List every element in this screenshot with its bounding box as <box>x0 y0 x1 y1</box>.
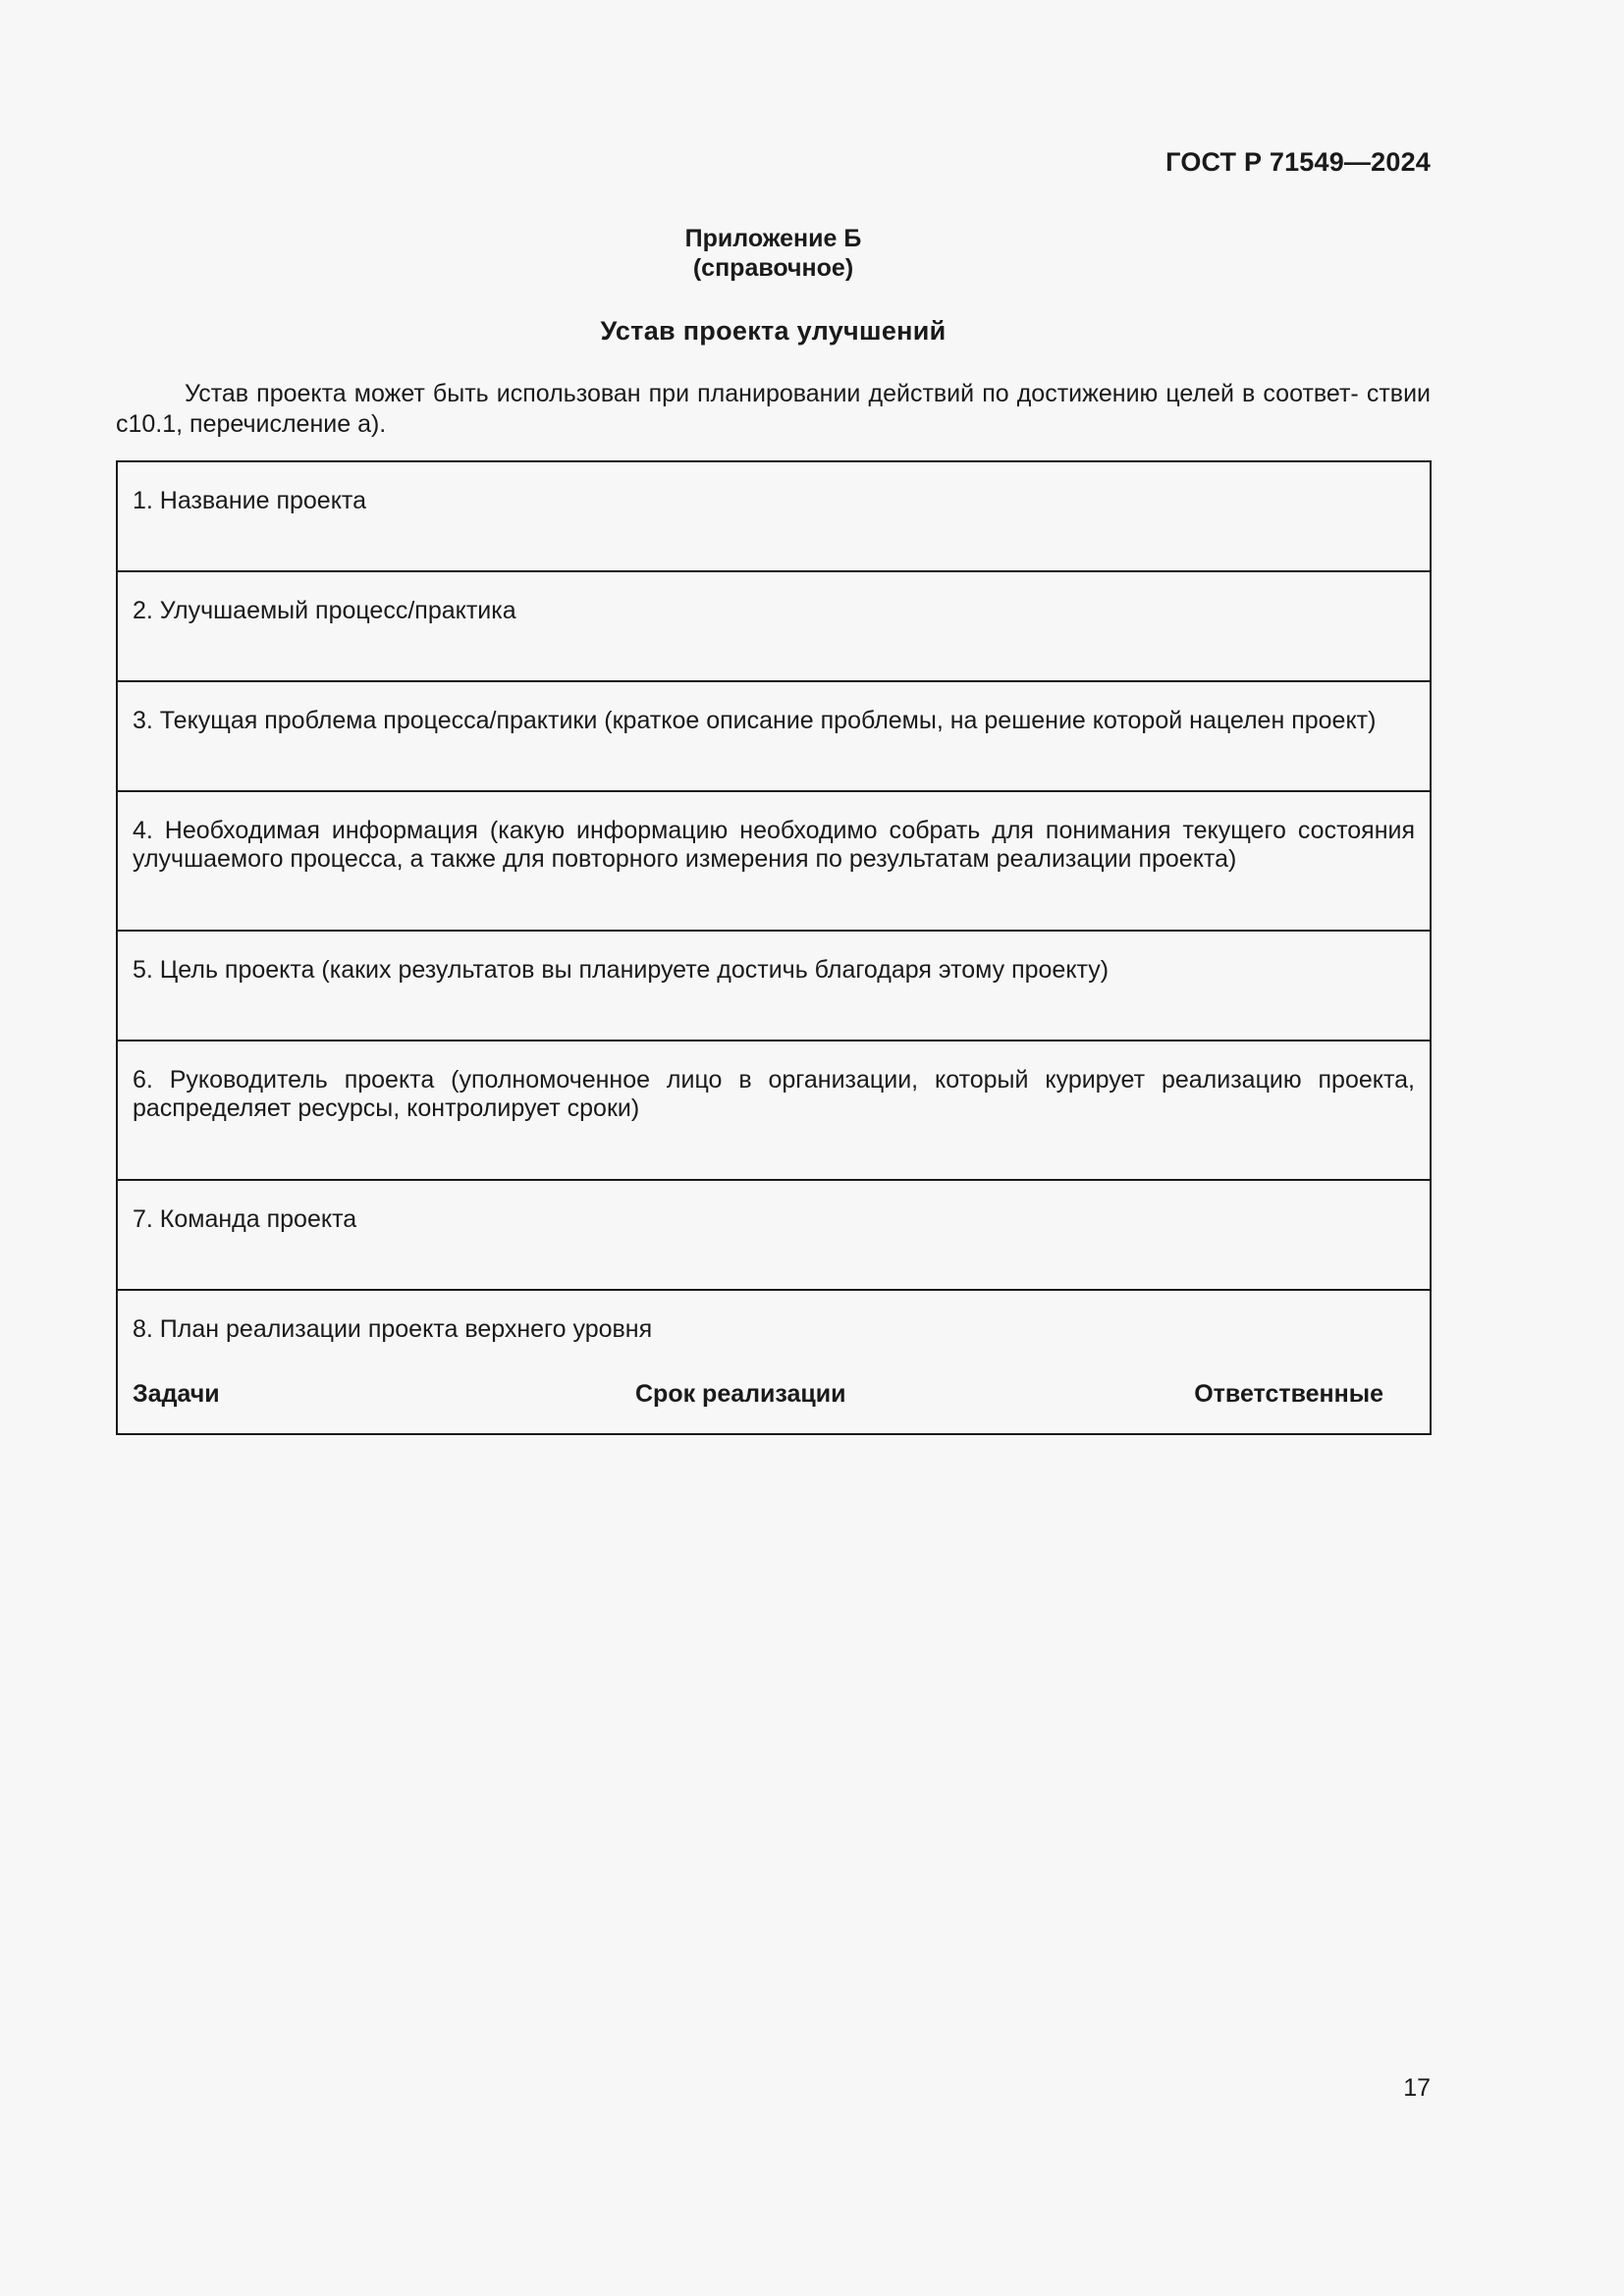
plan-column-tasks: Задачи <box>133 1380 220 1408</box>
table-row <box>117 1180 1431 1290</box>
plan-column-deadline: Срок реализации <box>635 1380 846 1408</box>
charter-field-current-problem: 3. Текущая проблема процесса/практики (краткое описание проблемы, на решение которой нацелен проект) <box>117 681 1431 791</box>
charter-field-project-goal: 5. Цель проекта (каких результатов вы планируете достичь благодаря этому проекту) <box>117 931 1431 1041</box>
page-number: 17 <box>1403 2074 1431 2102</box>
appendix-title-block <box>0 224 1546 283</box>
intro-paragraph: Устав проекта может быть использован при планировании действий по достижению целей в соответ- ствии с10.1, перечисление а). <box>116 380 1431 438</box>
table-row <box>117 571 1431 681</box>
document-code: ГОСТ Р 71549—2024 <box>1165 147 1431 177</box>
charter-field-required-information: 4. Необходимая информация (какую информацию необходимо собрать для понимания текущего состояния улучшаемого процесса, а также для повторного измерения по результатам реализации проекта) <box>117 791 1431 931</box>
plan-column-headers <box>133 1380 1415 1409</box>
implementation-plan-label: 8. План реализации проекта верхнего уровня <box>133 1315 653 1343</box>
charter-field-implementation-plan <box>117 1290 1431 1434</box>
charter-field-project-leader: 6. Руководитель проекта (уполномоченное лицо в организации, который курирует реализацию проекта, распределяет ресурсы, контролирует сроки) <box>117 1041 1431 1180</box>
table-row <box>117 1041 1431 1180</box>
appendix-title: Приложение Б <box>684 225 862 252</box>
table-row <box>117 791 1431 931</box>
charter-field-project-name: 1. Название проекта <box>117 461 1431 571</box>
appendix-subtitle: (справочное) <box>692 254 854 282</box>
project-charter-table <box>116 460 1432 1435</box>
table-row <box>117 931 1431 1041</box>
table-row <box>117 681 1431 791</box>
charter-field-improved-process: 2. Улучшаемый процесс/практика <box>117 571 1431 681</box>
table-row <box>117 1290 1431 1434</box>
table-row <box>117 461 1431 571</box>
section-heading: Устав проекта улучшений <box>600 316 947 346</box>
plan-column-responsible: Ответственные <box>1194 1380 1383 1408</box>
charter-field-project-team: 7. Команда проекта <box>117 1180 1431 1290</box>
